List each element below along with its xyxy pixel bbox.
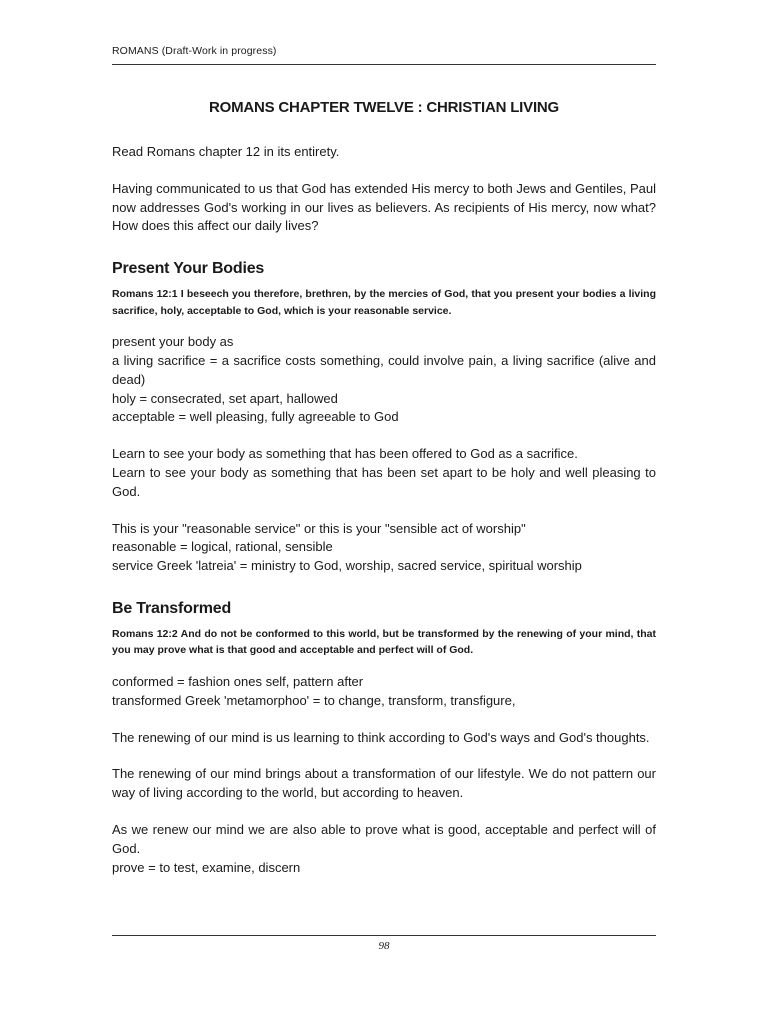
definition-service: service Greek 'latreia' = ministry to God, worship, sacred service, spiritual worship — [112, 558, 582, 574]
learn-line-1: Learn to see your body as something that has been offered to God as a sacrifice. — [112, 446, 578, 462]
renewing-paragraph-1: The renewing of our mind is us learning to think according to God's ways and God's thoughts. — [112, 729, 650, 745]
definition-living-sacrifice: a living sacrifice = a sacrifice costs something, could involve pain, a living sacrifice (alive and dead) — [112, 352, 656, 387]
page-content — [112, 143, 656, 877]
prove-paragraph: As we renew our mind we are also able to prove what is good, acceptable and perfect will of God. — [112, 821, 656, 856]
verse-romans-12-1: Romans 12:1 I beseech you therefore, brethren, by the mercies of God, that you present your bodies a living sacrifice, holy, acceptable to God, which is your reasonable service. — [112, 288, 656, 317]
section-heading-present-your-bodies: Present Your Bodies — [112, 260, 265, 278]
definition-reasonable: reasonable = logical, rational, sensible — [112, 539, 333, 555]
chapter-title: ROMANS CHAPTER TWELVE : CHRISTIAN LIVING — [208, 99, 560, 116]
definition-prove: prove = to test, examine, discern — [112, 859, 301, 875]
learn-line-2: Learn to see your body as something that has been set apart to be holy and well pleasing to God. — [112, 464, 656, 499]
intro-paragraph-1: Read Romans chapter 12 in its entirety. — [112, 144, 340, 159]
section-heading-be-transformed: Be Transformed — [112, 599, 232, 617]
page-number: 98 — [378, 940, 390, 952]
footer-rule — [112, 935, 656, 936]
reasonable-service-line: This is your "reasonable service" or this is your "sensible act of worship" — [112, 520, 526, 536]
header-rule — [112, 64, 656, 65]
verse-romans-12-2: Romans 12:2 And do not be conformed to this world, but be transformed by the renewing of your mind, that you may prove what is that good and acceptable and perfect will of God. — [112, 627, 656, 657]
renewing-paragraph-2: The renewing of our mind brings about a transformation of our lifestyle. We do not pattern our way of living according to the world, but according to heaven. — [112, 766, 656, 801]
definition-acceptable: acceptable = well pleasing, fully agreeable to God — [112, 409, 399, 425]
definition-holy: holy = consecrated, set apart, hallowed — [112, 390, 338, 406]
running-header: ROMANS (Draft-Work in progress) — [112, 45, 277, 57]
definition-transformed: transformed Greek 'metamorphoo' = to change, transform, transfigure, — [112, 692, 516, 708]
intro-paragraph-2: Having communicated to us that God has extended His mercy to both Jews and Gentiles, Paul now addresses God's working in our lives as believers. As recipients of His mercy, now what? How does this affect our daily lives? — [112, 180, 656, 234]
document-page — [112, 0, 656, 1024]
definition-conformed: conformed = fashion ones self, pattern after — [112, 673, 364, 689]
definition-lead: present your body as — [112, 334, 234, 350]
